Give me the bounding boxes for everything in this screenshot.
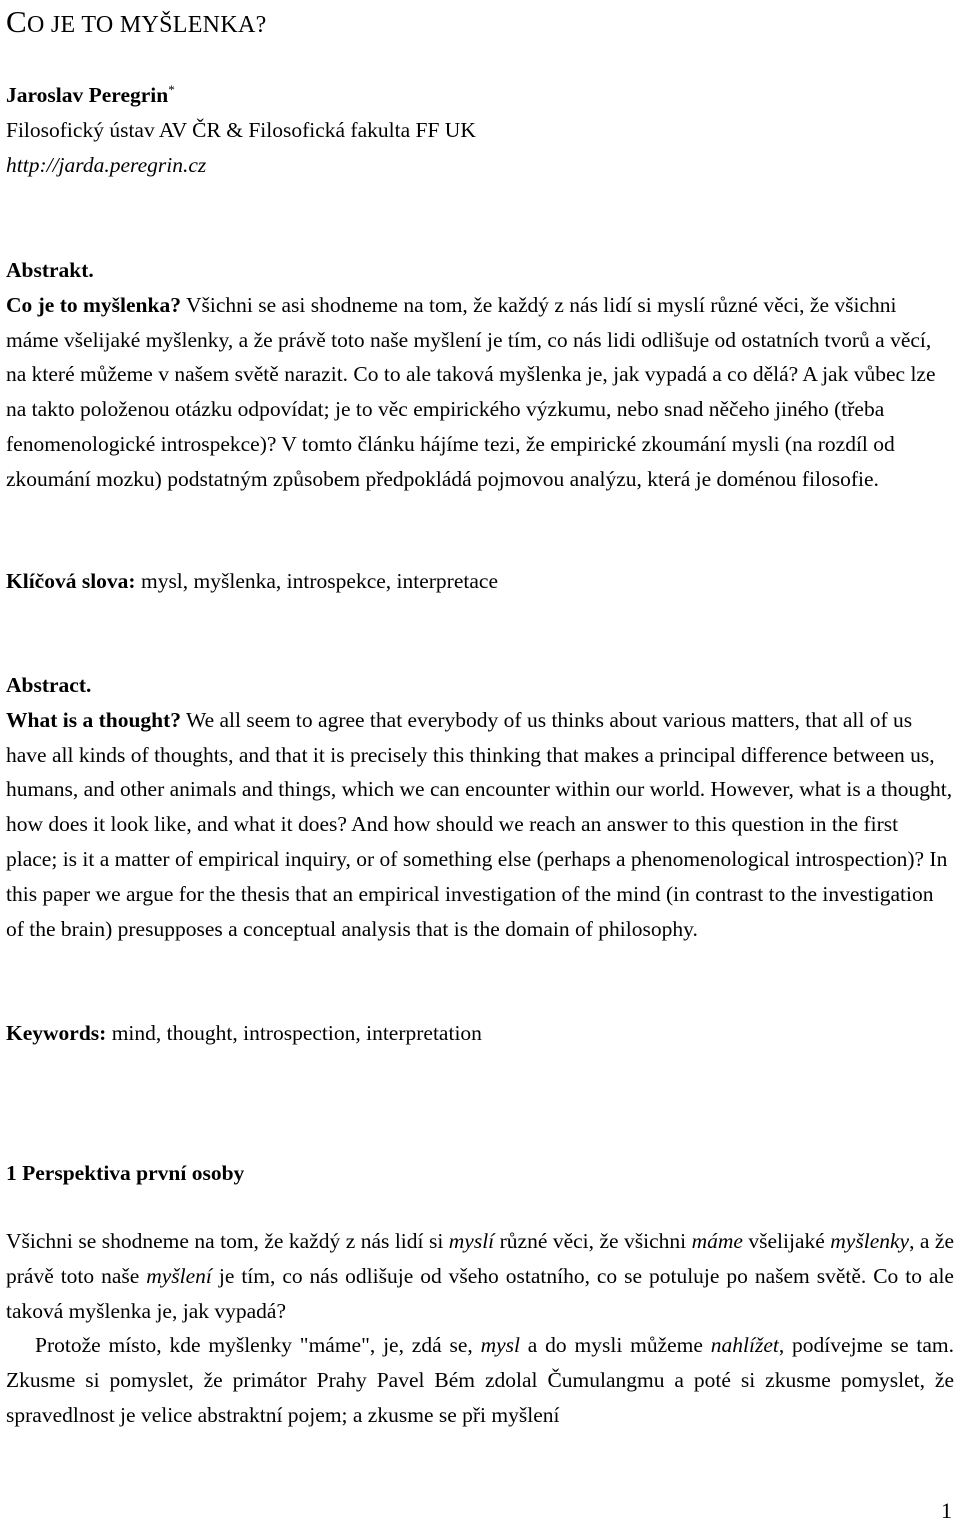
section-paragraph-2 [6, 1328, 954, 1432]
abstract-cz [6, 253, 954, 497]
paper-title [6, 2, 267, 45]
author-url[interactable]: http://jarda.peregrin.cz [6, 153, 207, 177]
author-line [6, 78, 476, 113]
italic-run: myšlení [146, 1263, 212, 1288]
text-run: různé věci, že všichni [494, 1229, 692, 1253]
text-run: všelijaké [742, 1229, 831, 1253]
section-paragraph-1 [6, 1224, 954, 1328]
text-run: , podívejme se tam. Zkusme si pomyslet, že primátor Prahy Pavel Bém zdolal Čumulangmu a poté si zkusme pomyslet, že spravedlnost je velice abstraktní pojem; a zkusme se při myšlení [6, 1333, 954, 1427]
title-rest: O JE TO MYŠLENKA? [26, 12, 267, 38]
text-run: a do mysli můžeme [519, 1333, 711, 1357]
keywords-en-list: mind, thought, introspection, interpretation [106, 1021, 482, 1045]
abstract-cz-heading: Abstrakt. [6, 258, 94, 282]
abstract-cz-text: Všichni se asi shodneme na tom, že každý z nás lidí si myslí různé věci, že všichni máme všelijaké myšlenky, a že právě toto naše myšlení je tím, co nás lidi odlišuje od ostatních tvorů a věcí, na které můžeme v našem světě narazit. Co to ale taková myšlenka je, jak vypadá a co dělá? A jak vůbec lze na takto položenou otázku odpovídat; je to věc empirického výzkumu, nebo snad něčeho jiného (třeba fenomenologické introspekce)? V tomto článku hájíme tezi, že empirické zkoumání mysli (na rozdíl od zkoumání mozku) podstatným způsobem předpokládá pojmovou analýzu, která je doménou filosofie. [6, 292, 936, 491]
italic-run: myslí [448, 1229, 495, 1253]
title-initial: C [6, 4, 27, 39]
abstract-cz-body [6, 288, 954, 497]
keywords-cz-list: mysl, myšlenka, introspekce, interpretace [135, 569, 498, 593]
page-number: 1 [941, 1498, 952, 1523]
text-run: je tím, co nás odlišuje od všeho ostatního, co se potuluje po našem světě. Co to ale taková myšlenka je, jak vypadá? [6, 1263, 954, 1323]
author-affiliation: Filosofický ústav AV ČR & Filosofická fakulta FF UK [6, 118, 476, 142]
abstract-en-text: We all seem to agree that everybody of us thinks about various matters, that all of us have all kinds of thoughts, and that it is precisely this thinking that makes a principal difference between us, humans, and other animals and things, which we can encounter within our world. However, what is a thought, how does it look like, and what it does? And how should we reach an answer to this question in the first place; is it a matter of empirical inquiry, or of something else (perhaps a phenomenological introspection)? In this paper we argue for the thesis that an empirical investigation of the mind (in contrast to the investigation of the brain) presupposes a conceptual analysis that is the domain of philosophy. [6, 707, 953, 941]
abstract-en-lead: What is a thought? [6, 707, 182, 732]
italic-run: nahlížet [710, 1333, 779, 1357]
text-run: , a že právě toto naše [6, 1229, 954, 1288]
keywords-en-label: Keywords: [6, 1021, 107, 1045]
author-footnote-mark: * [168, 82, 175, 97]
text-run: Protože místo, kde myšlenky "máme", je, zdá se, [35, 1333, 481, 1357]
italic-run: myšlenky [830, 1229, 910, 1253]
abstract-en-heading: Abstract. [6, 673, 92, 697]
abstract-en-body [6, 703, 954, 947]
keywords-cz-label: Klíčová slova: [6, 569, 136, 593]
italic-run: máme [691, 1229, 743, 1253]
keywords-en [6, 1016, 954, 1051]
text-run: Všichni se shodneme na tom, že každý z nás lidí si [6, 1229, 449, 1253]
abstract-cz-lead: Co je to myšlenka? [6, 292, 181, 317]
keywords-cz [6, 564, 954, 599]
section-heading: 1 Perspektiva první osoby [6, 1161, 245, 1185]
author-block [6, 78, 476, 183]
author-name: Jaroslav Peregrin [6, 83, 169, 107]
abstract-en [6, 668, 954, 946]
italic-run: mysl [480, 1333, 520, 1357]
